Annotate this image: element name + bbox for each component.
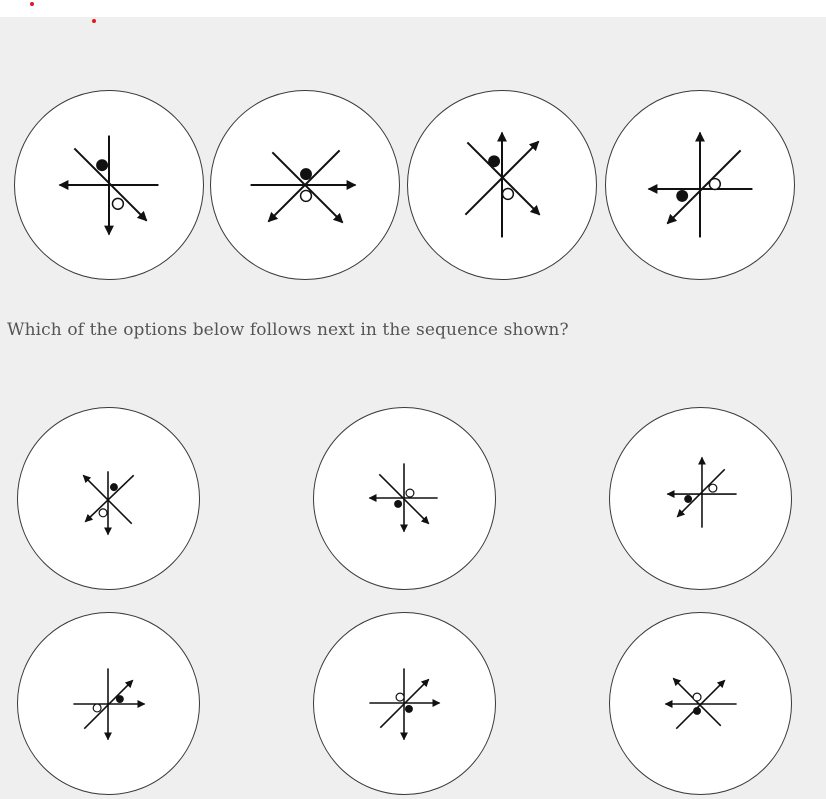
filled-dot-icon [300, 168, 312, 180]
hollow-dot-icon [709, 484, 717, 492]
hollow-dot-icon [693, 693, 701, 701]
filled-dot-icon [693, 707, 701, 715]
hollow-dot-icon [709, 179, 720, 190]
option-2[interactable] [313, 407, 496, 590]
sequence-figure-4 [605, 90, 795, 280]
crossed-arrows-icon [211, 91, 399, 279]
crossed-arrows-icon [610, 408, 791, 589]
question-text: Which of the options below follows next in the sequence shown? [7, 320, 569, 340]
red-marker-dot [30, 2, 34, 6]
option-4[interactable] [17, 612, 200, 795]
option-1[interactable] [17, 407, 200, 590]
filled-dot-icon [116, 695, 124, 703]
crossed-arrows-icon [606, 91, 794, 279]
filled-dot-icon [405, 705, 413, 713]
hollow-dot-icon [396, 693, 404, 701]
hollow-dot-icon [502, 188, 513, 199]
option-3[interactable] [609, 407, 792, 590]
filled-dot-icon [488, 155, 500, 167]
top-strip [0, 0, 826, 17]
hollow-dot-icon [301, 190, 312, 201]
filled-dot-icon [676, 190, 688, 202]
hollow-dot-icon [406, 489, 414, 497]
crossed-arrows-icon [18, 613, 199, 794]
sequence-figure-1 [14, 90, 204, 280]
option-5[interactable] [313, 612, 496, 795]
option-6[interactable] [609, 612, 792, 795]
crossed-arrows-icon [314, 613, 495, 794]
sequence-figure-3 [407, 90, 597, 280]
filled-dot-icon [110, 483, 118, 491]
hollow-dot-icon [93, 704, 101, 712]
crossed-arrows-icon [408, 91, 596, 279]
crossed-arrows-icon [15, 91, 203, 279]
red-marker-dot [92, 19, 96, 23]
filled-dot-icon [96, 159, 108, 171]
crossed-arrows-icon [18, 408, 199, 589]
filled-dot-icon [684, 495, 692, 503]
hollow-dot-icon [99, 509, 107, 517]
crossed-arrows-icon [314, 408, 495, 589]
hollow-dot-icon [112, 198, 123, 209]
filled-dot-icon [394, 500, 402, 508]
crossed-arrows-icon [610, 613, 791, 794]
sequence-figure-2 [210, 90, 400, 280]
